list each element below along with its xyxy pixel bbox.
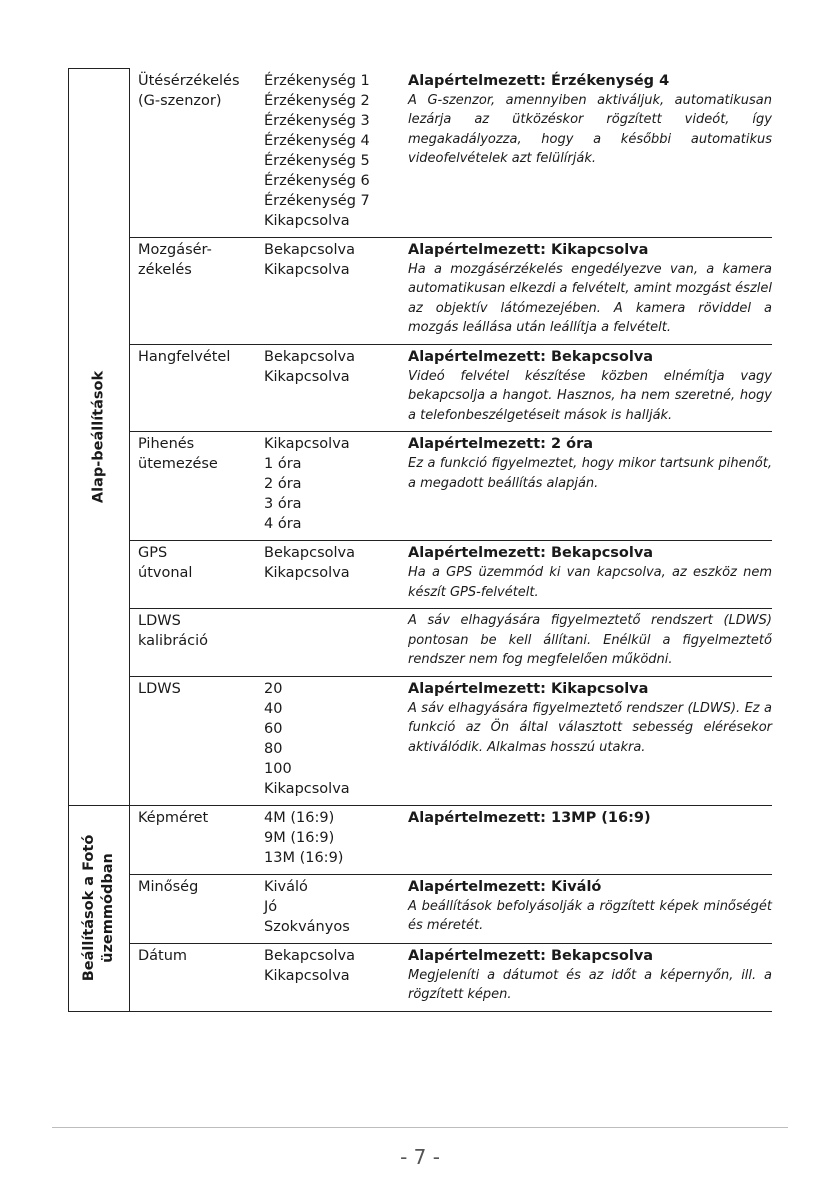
setting-row bbox=[69, 805, 773, 874]
setting-name-line: (G-szenzor) bbox=[138, 92, 222, 109]
setting-row bbox=[69, 237, 773, 344]
setting-description bbox=[408, 432, 772, 541]
setting-name-line: Mozgásér- bbox=[138, 241, 212, 258]
setting-option: 13M (16:9) bbox=[264, 849, 344, 866]
section-label-cell bbox=[69, 69, 130, 806]
setting-name bbox=[130, 874, 265, 943]
description-text: A beállítások befolyásolják a rögzített képek minőségét és méretét. bbox=[408, 898, 772, 933]
setting-option: Kikapcsolva bbox=[264, 212, 350, 229]
setting-name-line: Hangfelvétel bbox=[138, 348, 231, 365]
default-value: Alapértelmezett: Kikapcsolva bbox=[408, 241, 649, 258]
setting-option: 1 óra bbox=[264, 456, 302, 472]
setting-options bbox=[264, 805, 408, 874]
setting-name-line: zékelés bbox=[138, 261, 192, 278]
setting-name bbox=[130, 344, 265, 432]
setting-description bbox=[408, 344, 772, 432]
setting-option: 4M (16:9) bbox=[264, 809, 335, 826]
setting-option: Érzékenység 3 bbox=[264, 112, 370, 129]
setting-option: Bekapcsolva bbox=[264, 348, 355, 365]
setting-options bbox=[264, 237, 408, 344]
default-value: Alapértelmezett: Kiváló bbox=[408, 878, 602, 895]
description-text: Ha a GPS üzemmód ki van kapcsolva, az eszköz nem készít GPS-felvételt. bbox=[408, 565, 772, 600]
default-value: Alapértelmezett: Bekapcsolva bbox=[408, 545, 654, 561]
setting-option: Érzékenység 6 bbox=[264, 172, 370, 189]
default-value: Alapértelmezett: Bekapcsolva bbox=[408, 947, 654, 964]
setting-options bbox=[264, 943, 408, 1011]
setting-name bbox=[130, 541, 265, 609]
setting-option: Kikapcsolva bbox=[264, 565, 350, 581]
setting-option: Bekapcsolva bbox=[264, 241, 355, 258]
setting-options bbox=[264, 69, 408, 238]
setting-description bbox=[408, 237, 772, 344]
description-text: Ha a mozgásérzékelés engedélyezve van, a kamera automatikusan elkezdi a felvételt, amint mozgást észlel az objektív látómezejében. A kamera röviddel a mozgás leállása után leállítja a felvételt. bbox=[408, 261, 772, 335]
setting-option: 4 óra bbox=[264, 516, 302, 532]
setting-row bbox=[69, 676, 773, 805]
setting-name-line: LDWS bbox=[138, 613, 181, 629]
setting-name bbox=[130, 69, 265, 238]
setting-description bbox=[408, 805, 772, 874]
section-label-line: Beállítások a Fotó bbox=[81, 834, 97, 982]
setting-name bbox=[130, 943, 265, 1011]
setting-name-line: Képméret bbox=[138, 809, 209, 826]
footer-divider bbox=[52, 1127, 788, 1128]
setting-options bbox=[264, 344, 408, 432]
setting-option: Kikapcsolva bbox=[264, 967, 350, 984]
setting-option: Érzékenység 1 bbox=[264, 72, 370, 89]
section-label-line: üzemmódban bbox=[100, 853, 116, 963]
setting-description bbox=[408, 541, 772, 609]
setting-name bbox=[130, 609, 265, 677]
setting-option: 20 bbox=[264, 680, 283, 697]
default-value: Alapértelmezett: Bekapcsolva bbox=[408, 348, 654, 365]
description-text: A sáv elhagyására figyelmeztető rendszer (LDWS). Ez a funkció az Ön által választott sebesség elérésekor aktiválódik. Alkalmas hosszú utakra. bbox=[408, 700, 772, 755]
setting-options bbox=[264, 676, 408, 805]
setting-name-line: Pihenés bbox=[138, 436, 195, 452]
description-text: Videó felvétel készítése közben elnémítja vagy bekapcsolja a hangot. Hasznos, ha nem szeretné, hogy a telefonbeszélgetéseit mások is hallják. bbox=[408, 368, 772, 423]
setting-option: Kikapcsolva bbox=[264, 780, 350, 797]
setting-name bbox=[130, 676, 265, 805]
setting-row bbox=[69, 874, 773, 943]
setting-option: Érzékenység 7 bbox=[264, 192, 370, 209]
setting-name-line: LDWS bbox=[138, 680, 181, 697]
description-text: A G-szenzor, amennyiben aktiváljuk, automatikusan lezárja az ütközéskor rögzített videót, így megakadályozza, hogy a későbbi automatikus videofelvételek azt felülírják. bbox=[408, 92, 772, 166]
setting-description bbox=[408, 609, 772, 677]
setting-option: 3 óra bbox=[264, 496, 302, 512]
setting-option: Bekapcsolva bbox=[264, 545, 355, 561]
description-text: Ez a funkció figyelmeztet, hogy mikor tartsunk pihenőt, a megadott beállítás alapján. bbox=[408, 456, 772, 491]
section-label-cell bbox=[69, 805, 130, 1011]
setting-options bbox=[264, 609, 408, 677]
description-text: A sáv elhagyására figyelmeztető rendszert (LDWS) pontosan be kell állítani. Enélkül a figyelmeztető rendszer nem fog megfelelően működni. bbox=[408, 613, 772, 667]
setting-name bbox=[130, 432, 265, 541]
default-value: Alapértelmezett: Kikapcsolva bbox=[408, 680, 649, 697]
setting-option: Kikapcsolva bbox=[264, 368, 350, 385]
setting-name-line: Minőség bbox=[138, 878, 199, 895]
setting-option: Kikapcsolva bbox=[264, 436, 350, 452]
default-value: Alapértelmezett: Érzékenység 4 bbox=[408, 72, 670, 89]
section-label bbox=[90, 371, 109, 503]
description-text: Megjeleníti a dátumot és az időt a képernyőn, ill. a rögzített képen. bbox=[408, 967, 772, 1002]
setting-description bbox=[408, 676, 772, 805]
setting-description bbox=[408, 69, 772, 238]
setting-name-line: ütemezése bbox=[138, 456, 218, 472]
section-label bbox=[80, 835, 118, 982]
setting-option: 60 bbox=[264, 720, 283, 737]
setting-name-line: Dátum bbox=[138, 947, 188, 964]
default-value: Alapértelmezett: 13MP (16:9) bbox=[408, 809, 651, 826]
setting-option: Kiváló bbox=[264, 878, 308, 895]
setting-row bbox=[69, 432, 773, 541]
setting-name-line: GPS bbox=[138, 545, 168, 561]
setting-option: 2 óra bbox=[264, 476, 302, 492]
setting-option: Bekapcsolva bbox=[264, 947, 355, 964]
section-label-line: Alap-beállítások bbox=[90, 370, 107, 503]
setting-name-line: kalibráció bbox=[138, 633, 209, 649]
setting-options bbox=[264, 432, 408, 541]
setting-name-line: Ütésérzékelés bbox=[138, 72, 240, 89]
setting-option: Érzékenység 4 bbox=[264, 132, 370, 149]
setting-row bbox=[69, 609, 773, 677]
setting-options bbox=[264, 541, 408, 609]
setting-option: Kikapcsolva bbox=[264, 261, 350, 278]
setting-option: 80 bbox=[264, 740, 283, 757]
setting-option: 100 bbox=[264, 760, 292, 777]
page-number: - 7 - bbox=[400, 1145, 440, 1169]
setting-option: Jó bbox=[264, 898, 278, 915]
settings-table bbox=[68, 68, 772, 1012]
setting-row bbox=[69, 541, 773, 609]
default-value: Alapértelmezett: 2 óra bbox=[408, 436, 594, 452]
setting-options bbox=[264, 874, 408, 943]
setting-name-line: útvonal bbox=[138, 565, 193, 581]
setting-option: Szokványos bbox=[264, 918, 350, 935]
setting-row bbox=[69, 69, 773, 238]
setting-description bbox=[408, 943, 772, 1011]
setting-option: Érzékenység 5 bbox=[264, 152, 370, 169]
setting-option: 9M (16:9) bbox=[264, 829, 335, 846]
setting-option: 40 bbox=[264, 700, 283, 717]
setting-row bbox=[69, 943, 773, 1011]
setting-name bbox=[130, 237, 265, 344]
setting-option: Érzékenység 2 bbox=[264, 92, 370, 109]
setting-description bbox=[408, 874, 772, 943]
setting-name bbox=[130, 805, 265, 874]
setting-row bbox=[69, 344, 773, 432]
